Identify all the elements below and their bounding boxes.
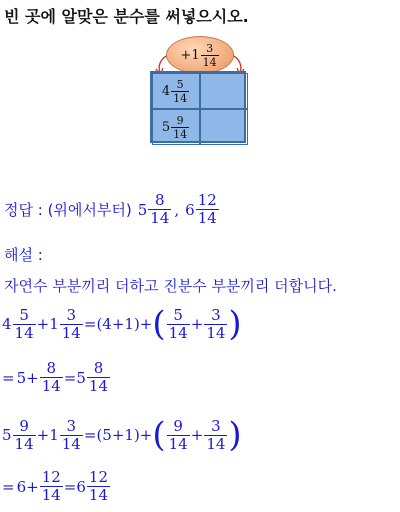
equation-4 [2, 470, 111, 503]
explanation-label: 해설 : [4, 246, 43, 264]
cell-r2-fraction [171, 115, 189, 140]
eq4-result-fraction [87, 470, 110, 503]
eq4-whole: 6 [16, 477, 27, 496]
eq2-num: 8 [46, 359, 57, 377]
eq3-den-1: 14 [14, 434, 34, 453]
eq1-den-3: 14 [168, 323, 188, 342]
eq2-equals-2: = [63, 368, 77, 387]
answer-separator: , [174, 200, 180, 219]
eq3-plus-2: + [139, 426, 153, 444]
eq3-left-paren: ( [152, 415, 166, 455]
answer-2-denominator: 14 [197, 209, 217, 227]
eq1-plus-2: + [139, 315, 153, 333]
answer-1-whole: 5 [137, 200, 148, 219]
answer-1-fraction [148, 193, 171, 226]
eq3-fraction-3 [167, 416, 190, 453]
oval-whole: 1 [191, 47, 200, 63]
eq3-plus-3: + [190, 426, 204, 444]
cell-r1-numerator: 5 [176, 77, 184, 91]
answer-label: 정답 : (위에서부터) [4, 201, 132, 219]
eq3-fraction-2 [60, 416, 83, 453]
eq4-result-whole: 6 [76, 477, 86, 496]
eq2-whole: 5 [16, 368, 27, 387]
eq4-result-den: 14 [88, 486, 109, 504]
eq3-fraction-1 [13, 416, 36, 453]
eq3-den-4: 14 [206, 434, 226, 453]
eq1-den-4: 14 [206, 323, 226, 342]
oval-fraction [201, 43, 219, 68]
cell-r2-numerator: 9 [176, 113, 184, 127]
eq1-num-2: 3 [66, 305, 77, 324]
eq3-den-3: 14 [168, 434, 188, 453]
eq1-num-3: 5 [173, 305, 183, 324]
eq1-left-paren: ( [152, 304, 166, 344]
eq3-whole-sum: (5+1) [96, 426, 140, 444]
answer-2-whole: 6 [185, 200, 195, 219]
eq3-whole-2: 1 [49, 426, 59, 444]
cell-r1-c1 [152, 73, 200, 109]
oval-denominator: 14 [202, 55, 217, 69]
cell-r1-whole: 4 [161, 83, 171, 99]
eq2-plus: + [26, 368, 39, 387]
explanation-text: 자연수 부분끼리 더하고 진분수 부분끼리 더합니다. [4, 277, 337, 295]
eq1-whole-sum: (4+1) [96, 315, 140, 333]
eq4-fraction [40, 470, 63, 503]
eq3-num-2: 3 [66, 416, 77, 435]
answer-1-numerator: 8 [155, 191, 165, 209]
eq1-num-4: 3 [211, 305, 221, 324]
eq2-equals-1: = [2, 368, 15, 387]
eq2-result-whole: 5 [76, 368, 86, 387]
eq1-whole-1: 4 [2, 315, 12, 333]
equation-1 [2, 304, 242, 344]
eq1-fraction-1 [13, 305, 36, 342]
eq3-equals: = [83, 426, 97, 444]
eq3-den-2: 14 [61, 434, 81, 453]
fraction-table [150, 71, 246, 143]
eq1-plus-3: + [190, 315, 204, 333]
answer-blank-1[interactable] [200, 73, 248, 109]
eq1-den-1: 14 [14, 323, 34, 342]
eq4-plus: + [26, 477, 39, 496]
eq3-num-3: 9 [173, 416, 183, 435]
eq2-result-den: 14 [88, 377, 109, 395]
eq2-fraction [40, 361, 63, 394]
cell-r2-c1 [152, 109, 200, 145]
eq1-fraction-4 [204, 305, 227, 342]
eq3-whole-1: 5 [2, 426, 12, 444]
cell-r1-fraction [171, 79, 189, 104]
eq2-result-num: 8 [93, 359, 104, 377]
answer-line [4, 193, 220, 226]
oval-sign: + [180, 47, 192, 63]
oval-numerator: 3 [206, 41, 214, 55]
eq3-fraction-4 [204, 416, 227, 453]
eq1-fraction-3 [167, 305, 190, 342]
eq3-num-4: 3 [211, 416, 221, 435]
equation-2 [2, 361, 111, 394]
eq1-num-1: 5 [19, 305, 29, 324]
eq3-num-1: 9 [19, 416, 29, 435]
equation-3 [2, 415, 242, 455]
eq3-right-paren: ) [228, 415, 242, 455]
eq1-den-2: 14 [61, 323, 81, 342]
eq4-den: 14 [41, 486, 61, 504]
eq1-whole-2: 1 [49, 315, 59, 333]
eq2-den: 14 [41, 377, 61, 395]
eq1-equals: = [83, 315, 97, 333]
eq4-num: 12 [41, 468, 61, 486]
eq3-plus-1: + [36, 426, 50, 444]
eq2-result-fraction [87, 361, 110, 394]
eq1-fraction-2 [60, 305, 83, 342]
eq4-result-num: 12 [88, 468, 109, 486]
eq4-equals-2: = [63, 477, 77, 496]
cell-r2-denominator: 14 [173, 127, 188, 141]
question-title: 빈 곳에 알맞은 분수를 써넣으시오. [4, 7, 249, 26]
answer-2-numerator: 12 [197, 191, 217, 209]
answer-blank-2[interactable] [200, 109, 248, 145]
eq1-plus-1: + [36, 315, 50, 333]
operation-oval [166, 36, 234, 74]
answer-1-denominator: 14 [150, 209, 170, 227]
cell-r2-whole: 5 [161, 119, 171, 135]
eq1-right-paren: ) [228, 304, 242, 344]
cell-r1-denominator: 14 [173, 91, 188, 105]
answer-2-fraction [196, 193, 219, 226]
eq4-equals-1: = [2, 477, 15, 496]
